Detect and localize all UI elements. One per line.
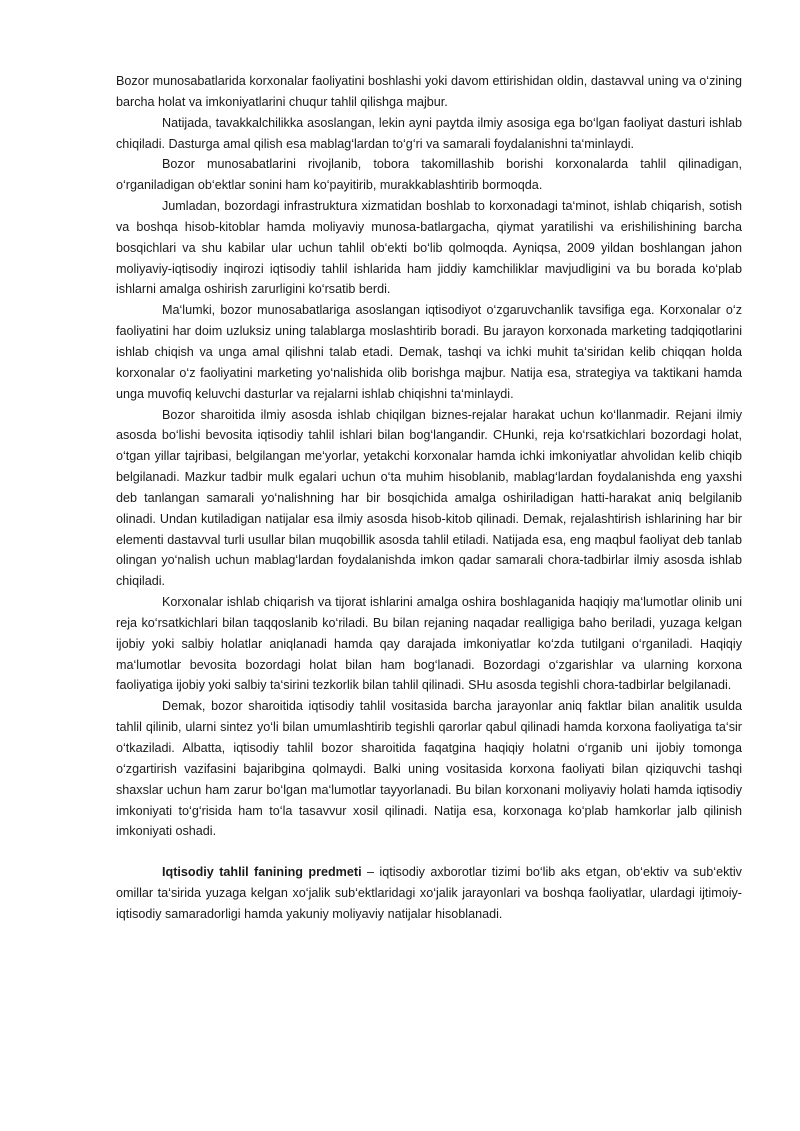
paragraph-gap bbox=[116, 842, 742, 862]
paragraph-2: Natijada, tavakkalchilikka asoslangan, lekin ayni paytda ilmiy asosiga ega bo‘lgan faoliyat dasturi ishlab chiqiladi. Dasturga amal qilish esa mablag‘lardan to‘g‘ri va samarali foydalanishni ta‘minlaydi. bbox=[116, 115, 742, 151]
paragraph-1: Bozor munosabatlarida korxonalar faoliyatini boshlashi yoki davom ettirishidan oldin, dastavval uning va o‘zining barcha holat va imkoniyatlarini chuqur tahlil qilishga majbur. bbox=[116, 74, 742, 109]
paragraph-5: Ma‘lumki, bozor munosabatlariga asoslangan iqtisodiyot o‘zgaruvchanlik tavsifiga ega. Korxonalar o‘z faoliyatini har doim uzluksiz uning talablarga moslashtirib boradi. Bu jarayon korxonada marketing tadqiqotlarini ishlab chiqish va unga amal qilishni talab etadi. Demak, tashqi va ichki muhit ta‘siridan kelib chiqqan holda korxonalar o‘z faoliyatini marketing yo‘nalishida olib borishga majbur. Natija esa, strategiya va taktikani hamda unga muvofiq keluvchi dasturlar va rejalarni ishlab chiqishni ta‘minlaydi. bbox=[116, 303, 742, 401]
paragraph-8: Demak, bozor sharoitida iqtisodiy tahlil vositasida barcha jarayonlar aniq faktlar bilan analitik usulda tahlil qilinib, ularni sintez yo‘li bilan umumlashtirib tegishli qarorlar qabul qilinadi hamda korxona faoliyatiga ta‘sir o‘tkaziladi. Albatta, iqtisodiy tahlil bozor sharoitida faqatgina haqiqiy holatni o‘rganib uni ijobiy tomonga o‘zgartirish vazifasini bajaribgina qolmaydi. Balki uning vositasida korxona faoliyati bilan qiziquvchi tashqi shaxslar uchun ham zarur bo‘lgan ma‘lumotlar tayyorlanadi. Bu bilan korxonani moliyaviy holati hamda iqtisodiy imkoniyati to‘g‘risida ham to‘la tasavvur xosil qilinadi. Natija esa, korxonaga ko‘plab hamkorlar jalb qilinish imkoniyati oshadi. bbox=[116, 699, 742, 839]
paragraph-3: Bozor munosabatlarini rivojlanib, tobora takomillashib borishi korxonalarda tahlil qilinadigan, o‘rganiladigan ob‘ektlar sonini ham ko‘payitirib, murakkablashtirib bormoqda. bbox=[116, 157, 742, 193]
definition-text: – iqtisodiy axborotlar tizimi bo‘lib aks etgan, ob‘ektiv va sub‘ektiv omillar ta‘sirida yuzaga kelgan xo‘jalik sub‘ektlaridagi xo‘jalik jarayonlari va boshqa faoliyatlar, ulardagi ijtimoiy-iqtisodiy samaradorligi hamda yakuniy moliyaviy natijalar hisoblanadi. bbox=[116, 865, 742, 921]
paragraph-7: Korxonalar ishlab chiqarish va tijorat ishlarini amalga oshira boshlaganida haqiqiy ma‘lumotlar olinib uni reja ko‘rsatkichlari bilan taqqoslanib ko‘riladi. Bu bilan rejaning naqadar realligiga baho beriladi, yuzaga kelgan ijobiy yoki salbiy holatlar aniqlanadi hamda qay darajada imkoniyatlar ko‘zda tutilgani o‘rganiladi. Haqiqiy ma‘lumotlar bevosita bozordagi holat bilan ham bog‘lanadi. Bozordagi o‘zgarishlar va ularning korxona faoliyatiga ijobiy yoki salbiy ta‘sirini tezkorlik bilan tahlil qilinadi. SHu asosda tegishli chora-tadbirlar belgilanadi. bbox=[116, 595, 742, 693]
paragraph-6: Bozor sharoitida ilmiy asosda ishlab chiqilgan biznes-rejalar harakat uchun ko‘llanmadir. Rejani ilmiy asosda bo‘lishi bevosita iqtisodiy tahlil ishlari bilan bog‘langandir. CHunki, reja ko‘rsatkichlari bozordagi holat, o‘tgan yillar tajribasi, belgilangan me‘yorlar, yetakchi korxonalar hamda ichki imkoniyatlar ahvolidan kelib chiqib belgilanadi. Mazkur tadbir mulk egalari uchun o‘ta muhim hisoblanib, mablag‘lardan foydalanishda eng yaxshi deb tanlangan samarali yo‘nalishning har bir bosqichida amalga oshiriladigan hatti-harakat aniq belgilanib olinadi. Undan kutiladigan natijalar esa ilmiy asosda hisob-kitob qilinadi. Demak, rejalashtirish ishlarining har bir elementi dastavval turli usullar bilan muqobillik asosda tahlil etiladi. Natijada esa, eng maqbul faoliyat deb tanlab olingan yo‘nalish uchun mablag‘lardan foydalanishda imkon qadar samarali chora-tadbirlar ilmiy asosda ishlab chiqiladi. bbox=[116, 407, 742, 589]
definition-paragraph bbox=[116, 862, 742, 925]
paragraph-4: Jumladan, bozordagi infrastruktura xizmatidan boshlab to korxonadagi ta‘minot, ishlab chiqarish, sotish va boshqa hisob-kitoblar hamda moliyaviy munosa-batlargacha, qiymat yaratilishi va erishilishining barcha bosqichlari va shu kabilar ular uchun tahlil ob‘ekti bo‘lib qolmoqda. Ayniqsa, 2009 yildan boshlangan jahon moliyaviy-iqtisodiy inqirozi iqtisodiy tahlil ishlarida ham jiddiy kamchiliklar mavjudligini va bu borada ko‘plab ishlarni amalga oshirish zarurligini ko‘rsatib berdi. bbox=[116, 199, 742, 297]
definition-term: Iqtisodiy tahlil fanining predmeti bbox=[162, 865, 362, 880]
